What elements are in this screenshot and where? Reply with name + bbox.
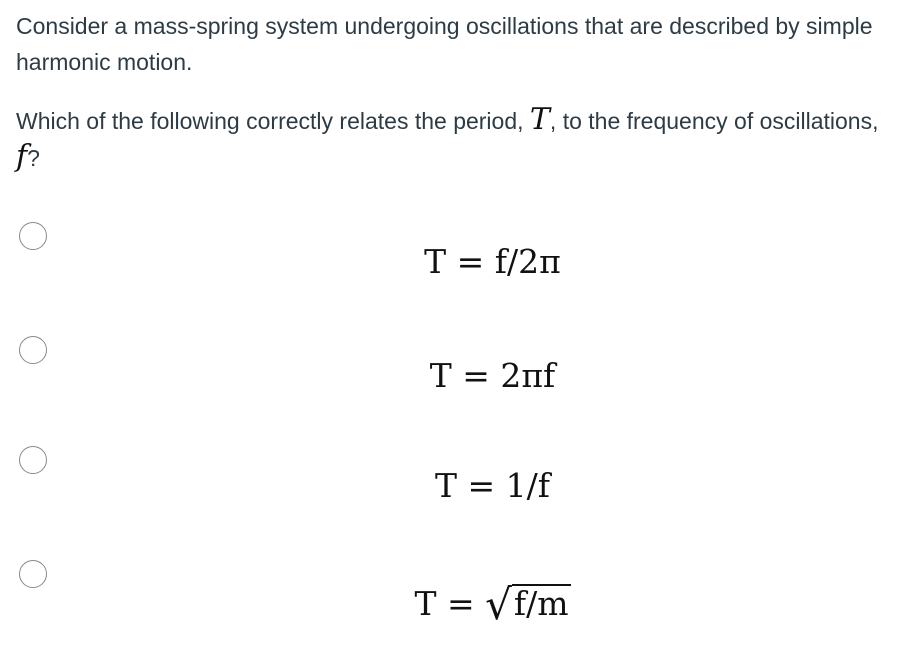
- radical-sign-icon: √: [485, 580, 512, 629]
- answer-formula-4: [0, 580, 915, 629]
- prompt-middle: , to the frequency of oscillations,: [549, 108, 879, 134]
- answer-option-3[interactable]: [0, 446, 915, 536]
- formula-4-lhs: T =: [414, 584, 486, 623]
- question-intro: Consider a mass-spring system undergoing oscillations that are described by simple harmonic motion.: [16, 13, 873, 75]
- answer-formula-3: T = 1/f: [435, 466, 550, 505]
- answer-option-1[interactable]: [0, 222, 915, 312]
- answer-formula-2: T = 2πf: [429, 356, 556, 395]
- answer-option-2[interactable]: [0, 336, 915, 426]
- answer-option-4[interactable]: [0, 560, 915, 650]
- prompt-suffix: ?: [27, 145, 40, 171]
- prompt-prefix: Which of the following correctly relates the period,: [16, 108, 530, 134]
- frequency-variable: f: [16, 139, 28, 174]
- square-root: [485, 580, 570, 629]
- answer-formula-1: T = f/2π: [424, 242, 561, 281]
- formula-4-radicand: f/m: [513, 584, 569, 623]
- period-variable: T: [529, 102, 550, 137]
